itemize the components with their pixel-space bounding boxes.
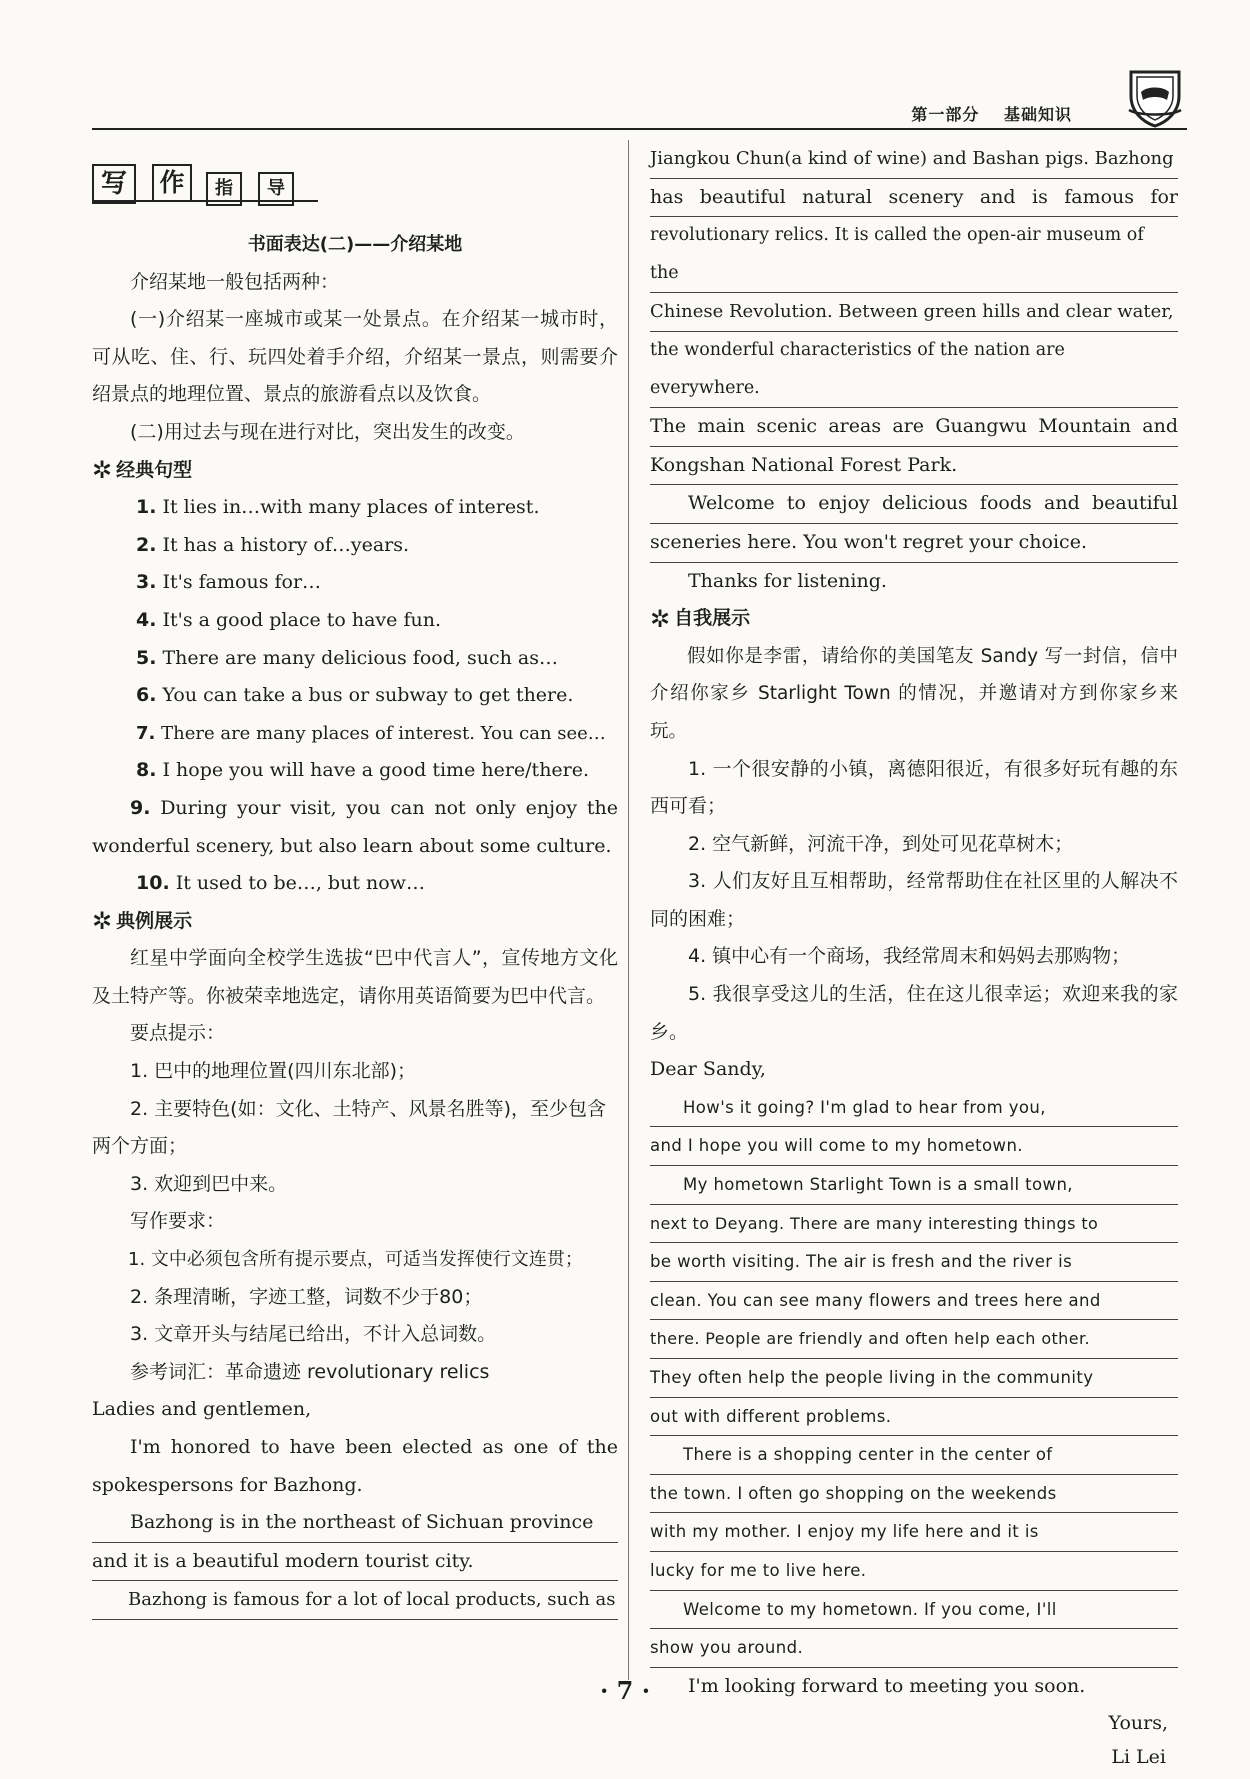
list-item bbox=[92, 752, 618, 790]
item-number: 8. bbox=[136, 759, 157, 782]
item-number: 2. bbox=[136, 533, 157, 556]
letter-line: with my mother. I enjoy my life here and it is bbox=[650, 1513, 1178, 1552]
star-burst-icon: ✲ bbox=[650, 604, 671, 633]
title-box-1: 写 bbox=[92, 164, 136, 204]
letter-line: out with different problems. bbox=[650, 1398, 1178, 1437]
item-text: There are many places of interest. You can see… bbox=[161, 722, 606, 744]
classic-sentences-title: 经典句型 bbox=[116, 458, 193, 481]
point-item: 1. 巴中的地理位置(四川东北部)； bbox=[130, 1060, 416, 1083]
example-title: 典例展示 bbox=[116, 909, 193, 932]
requirement-item: 3. 文章开头与结尾已给出，不计入总词数。 bbox=[130, 1323, 497, 1346]
point-item: 3. 欢迎到巴中来。 bbox=[130, 1172, 288, 1195]
list-item bbox=[92, 489, 618, 527]
item-text: It has a history of…years. bbox=[162, 533, 410, 556]
essay-greeting: Ladies and gentlemen, bbox=[92, 1398, 312, 1421]
essay-answer-line: Chinese Revolution. Between green hills and clear water, bbox=[650, 293, 1178, 332]
essay-answer-line: Bazhong is famous for a lot of local products, such as bbox=[92, 1581, 618, 1620]
right-column bbox=[650, 140, 1178, 1771]
essay-answer-line: sceneries here. You won't regret your choice. bbox=[650, 524, 1178, 563]
letter-line: show you around. bbox=[650, 1629, 1178, 1668]
page-number: · 7 · bbox=[599, 1676, 651, 1705]
item-number: 5. bbox=[136, 646, 157, 669]
essay-answer-line: Welcome to enjoy delicious foods and beautiful bbox=[650, 485, 1178, 524]
letter-line: There is a shopping center in the center of bbox=[650, 1436, 1178, 1475]
list-item bbox=[92, 527, 618, 565]
self-point: 1. 一个很安静的小镇，离德阳很近，有很多好玩有趣的东西可看； bbox=[650, 757, 1178, 818]
requirement-item: 1. 文中必须包含所有提示要点，可适当发挥使行文连贯； bbox=[128, 1249, 583, 1271]
example-heading bbox=[92, 903, 618, 941]
requirement-item: 2. 条理清晰，字迹工整，词数不少于80； bbox=[130, 1285, 483, 1308]
letter-body bbox=[650, 1089, 1178, 1668]
letter-sign-off: Yours, bbox=[1108, 1712, 1168, 1735]
letter-line: How's it going? I'm glad to hear from you, bbox=[650, 1089, 1178, 1128]
header-section: 基础知识 bbox=[1003, 105, 1072, 124]
list-item bbox=[92, 602, 618, 640]
vocabulary-hint: 参考词汇：革命遗迹 revolutionary relics bbox=[130, 1360, 490, 1383]
column-divider bbox=[628, 140, 629, 1680]
letter-line: be worth visiting. The air is fresh and the river is bbox=[650, 1243, 1178, 1282]
letter-closing: I'm looking forward to meeting you soon. bbox=[688, 1674, 1086, 1697]
header-rule bbox=[92, 128, 1187, 130]
essay-answer-line: revolutionary relics. It is called the open-air museum of the bbox=[650, 217, 1178, 293]
self-prompt: 假如你是李雷，请给你的美国笔友 Sandy 写一封信，信中介绍你家乡 Starlight Town 的情况，并邀请对方到你家乡来玩。 bbox=[650, 645, 1178, 742]
type-two-text: (二)用过去与现在进行对比，突出发生的改变。 bbox=[130, 420, 525, 443]
essay-answer-line: Kongshan National Forest Park. bbox=[650, 447, 1178, 486]
lesson-subtitle: 书面表达(二)——介绍某地 bbox=[247, 234, 463, 255]
essay-answer-line: the wonderful characteristics of the nation are everywhere. bbox=[650, 332, 1178, 408]
letter-line: and I hope you will come to my hometown. bbox=[650, 1127, 1178, 1166]
essay-answer-line: has beautiful natural scenery and is famous for bbox=[650, 179, 1178, 218]
title-box-3: 指 bbox=[206, 172, 242, 206]
list-item bbox=[92, 715, 618, 753]
points-label: 要点提示： bbox=[130, 1022, 226, 1045]
item-text: There are many delicious food, such as… bbox=[162, 646, 558, 669]
requirements-label: 写作要求： bbox=[130, 1210, 226, 1233]
self-show-title: 自我展示 bbox=[674, 607, 751, 630]
letter-line: lucky for me to live here. bbox=[650, 1552, 1178, 1591]
item-number: 4. bbox=[136, 608, 157, 631]
item-text: I hope you will have a good time here/there. bbox=[162, 759, 590, 782]
item-text: It's a good place to have fun. bbox=[162, 608, 441, 631]
item-number: 7. bbox=[136, 722, 156, 744]
letter-line: My hometown Starlight Town is a small town, bbox=[650, 1166, 1178, 1205]
item-number: 9. bbox=[130, 796, 151, 819]
item-number: 3. bbox=[136, 571, 157, 594]
item-text: It used to be…, but now… bbox=[175, 872, 425, 895]
list-item bbox=[92, 564, 618, 602]
star-burst-icon: ✲ bbox=[92, 456, 113, 485]
self-point: 4. 镇中心有一个商场，我经常周末和妈妈去那购物； bbox=[688, 945, 1131, 968]
item-text: It's famous for… bbox=[162, 571, 322, 594]
self-show-heading bbox=[650, 600, 1178, 638]
letter-line: Welcome to my hometown. If you come, I'll bbox=[650, 1591, 1178, 1630]
point-item: 2. 主要特色(如：文化、土特产、风景名胜等)，至少包含两个方面； bbox=[92, 1097, 606, 1158]
header-text bbox=[893, 102, 1072, 125]
list-item bbox=[92, 677, 618, 715]
item-text: It lies in…with many places of interest. bbox=[162, 496, 540, 519]
letter-line: next to Deyang. There are many interesting things to bbox=[650, 1205, 1178, 1244]
classic-sentences-heading bbox=[92, 452, 618, 490]
item-number: 1. bbox=[136, 496, 157, 519]
classic-sentences-list bbox=[92, 489, 618, 903]
list-item bbox=[92, 640, 618, 678]
example-prompt: 红星中学面向全校学生选拔“巴中代言人”，宣传地方文化及土特产等。你被荣幸地选定，请你用英语简要为巴中代言。 bbox=[92, 947, 618, 1007]
title-box-4: 导 bbox=[258, 172, 294, 206]
item-number: 10. bbox=[136, 872, 170, 895]
left-column bbox=[92, 160, 618, 1620]
essay-answer-line: The main scenic areas are Guangwu Mountain and bbox=[650, 408, 1178, 447]
type-one-text: (一)介绍某一座城市或某一处景点。在介绍某一城市时，可从吃、住、行、玩四处着手介绍，介绍某一景点，则需要介绍景点的地理位置、景点的旅游看点以及饮食。 bbox=[92, 308, 618, 406]
item-text: During your visit, you can not only enjoy the wonderful scenery, but also learn about some culture. bbox=[92, 796, 618, 857]
star-burst-icon: ✲ bbox=[92, 907, 113, 936]
title-box-2: 作 bbox=[152, 164, 192, 202]
essay-line: spokespersons for Bazhong. bbox=[92, 1473, 363, 1496]
essay-answer-line: Jiangkou Chun(a kind of wine) and Bashan pigs. Bazhong bbox=[650, 140, 1178, 179]
list-item bbox=[92, 790, 618, 865]
list-item bbox=[92, 865, 618, 903]
item-number: 6. bbox=[136, 684, 157, 707]
letter-line: They often help the people living in the community bbox=[650, 1359, 1178, 1398]
letter-line: the town. I often go shopping on the weekends bbox=[650, 1475, 1178, 1514]
self-point: 2. 空气新鲜，河流干净，到处可见花草树木； bbox=[688, 832, 1074, 855]
essay-answer-line: Bazhong is in the northeast of Sichuan province bbox=[92, 1504, 618, 1543]
shield-logo-icon bbox=[1123, 66, 1187, 130]
section-title-writing-guide bbox=[92, 160, 618, 222]
essay-answer-line: and it is a beautiful modern tourist city. bbox=[92, 1543, 618, 1582]
self-point: 3. 人们友好且互相帮助，经常帮助住在社区里的人解决不同的困难； bbox=[650, 870, 1178, 930]
header-part: 第一部分 bbox=[911, 105, 980, 124]
letter-line: there. People are friendly and often help each other. bbox=[650, 1320, 1178, 1359]
letter-line: clean. You can see many flowers and trees here and bbox=[650, 1282, 1178, 1321]
page-header bbox=[92, 92, 1187, 132]
essay-thanks: Thanks for listening. bbox=[688, 569, 887, 592]
letter-signature: Li Lei bbox=[1111, 1745, 1166, 1768]
essay-line: I'm honored to have been elected as one of the bbox=[130, 1436, 618, 1458]
item-text: You can take a bus or subway to get there. bbox=[162, 684, 574, 707]
intro-text: 介绍某地一般包括两种： bbox=[130, 270, 340, 293]
self-point: 5. 我很享受这儿的生活，住在这儿很幸运；欢迎来我的家乡。 bbox=[650, 983, 1178, 1043]
letter-greeting: Dear Sandy, bbox=[650, 1058, 766, 1081]
